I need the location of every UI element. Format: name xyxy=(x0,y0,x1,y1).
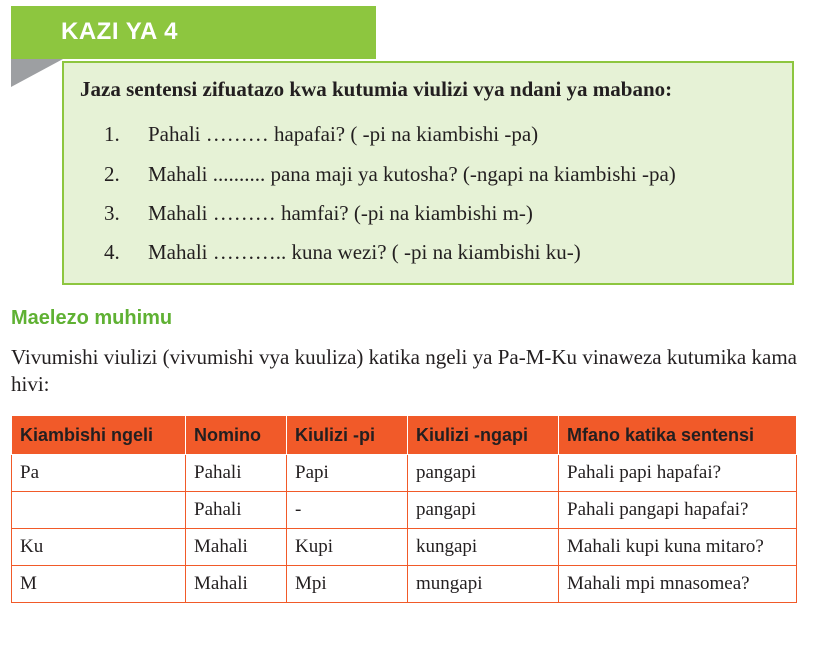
activity-title: KAZI YA 4 xyxy=(61,18,178,45)
table-cell: Mahali mpi mnasomea? xyxy=(559,566,797,603)
table-row xyxy=(12,566,797,603)
table-cell: kungapi xyxy=(408,529,559,566)
table-cell xyxy=(12,492,186,529)
table-cell: - xyxy=(287,492,408,529)
item-text: Mahali ……….. kuna wezi? ( -pi na kiambishi ku-) xyxy=(148,240,581,264)
exercise-item xyxy=(104,201,533,226)
table-cell: Pahali pangapi hapafai? xyxy=(559,492,797,529)
column-header: Mfano katika sentensi xyxy=(559,416,797,455)
table-cell: pangapi xyxy=(408,455,559,492)
table-row xyxy=(12,529,797,566)
table-cell: Mahali xyxy=(186,529,287,566)
table-cell: Mahali kupi kuna mitaro? xyxy=(559,529,797,566)
table-cell: Kupi xyxy=(287,529,408,566)
column-header: Kiulizi -ngapi xyxy=(408,416,559,455)
item-text: Mahali ……… hamfai? (-pi na kiambishi m-) xyxy=(148,201,533,225)
interrogatives-table xyxy=(11,415,797,603)
column-header: Kiambishi ngeli xyxy=(12,416,186,455)
exercise-item xyxy=(104,162,676,187)
table-cell: Pahali papi hapafai? xyxy=(559,455,797,492)
exercise-box xyxy=(62,61,794,285)
table-cell: Mahali xyxy=(186,566,287,603)
table-row xyxy=(12,455,797,492)
tab-fold-shadow xyxy=(11,59,63,87)
activity-tab xyxy=(11,6,376,59)
table-cell: Pa xyxy=(12,455,186,492)
item-number: 2. xyxy=(104,162,120,186)
table-header-row xyxy=(12,416,797,455)
notes-paragraph: Vivumishi viulizi (vivumishi vya kuuliza) katika ngeli ya Pa-M-Ku vinaweza kutumika kama hivi: xyxy=(11,345,797,396)
item-text: Mahali .......... pana maji ya kutosha? (-ngapi na kiambishi -pa) xyxy=(148,162,676,186)
exercise-item xyxy=(104,240,581,265)
exercise-instruction: Jaza sentensi zifuatazo kwa kutumia viulizi vya ndani ya mabano: xyxy=(80,77,673,101)
table-cell: Ku xyxy=(12,529,186,566)
table-cell: pangapi xyxy=(408,492,559,529)
table-cell: Mpi xyxy=(287,566,408,603)
notes-heading: Maelezo muhimu xyxy=(11,307,173,329)
table-row xyxy=(12,492,797,529)
exercise-item xyxy=(104,122,538,147)
table-cell: Pahali xyxy=(186,492,287,529)
item-number: 3. xyxy=(104,201,120,225)
item-text: Pahali ……… hapafai? ( -pi na kiambishi -pa) xyxy=(148,122,539,146)
item-number: 1. xyxy=(104,122,120,146)
table-cell: Papi xyxy=(287,455,408,492)
item-number: 4. xyxy=(104,240,120,264)
table-cell: Pahali xyxy=(186,455,287,492)
column-header: Nomino xyxy=(186,416,287,455)
table-cell: M xyxy=(12,566,186,603)
table-cell: mungapi xyxy=(408,566,559,603)
column-header: Kiulizi -pi xyxy=(287,416,408,455)
